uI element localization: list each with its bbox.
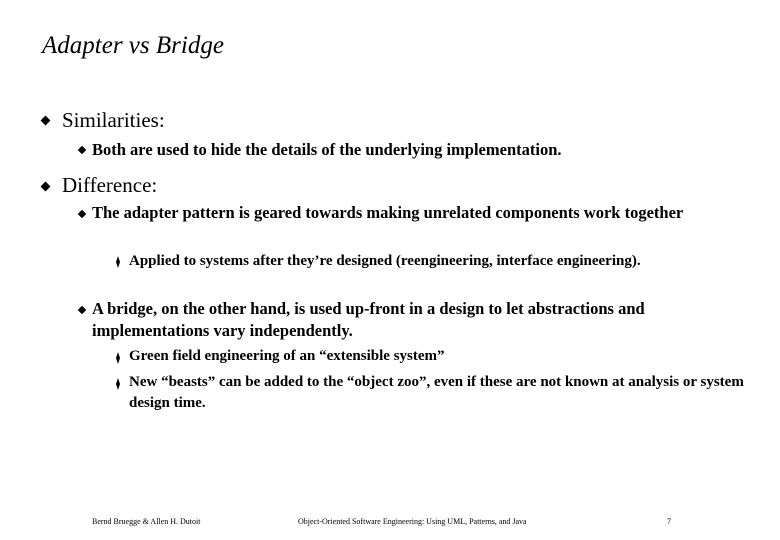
diamond-bullet-icon	[41, 116, 51, 126]
footer-authors: Bernd Bruegge & Allen H. Dutoit	[92, 517, 201, 526]
footer-page-number: 7	[667, 517, 671, 526]
diamond-bullet-icon	[78, 306, 86, 314]
bridge-sub-item: Green field engineering of an “extensible system”	[129, 348, 445, 364]
bridge-sub-item: New “beasts” can be added to the “object zoo”, even if these are not known at analysis or system design time.	[129, 374, 744, 411]
bridge-item: A bridge, on the other hand, is used up-front in a design to let abstractions and implementations vary independently.	[92, 299, 645, 340]
arrow-bullet-icon	[116, 256, 120, 268]
similarities-heading: Similarities:	[62, 108, 165, 132]
difference-heading: Difference:	[62, 173, 158, 197]
diamond-bullet-icon	[41, 182, 51, 192]
adapter-sub-item: Applied to systems after they’re designed (reengineering, interface engineering).	[129, 253, 641, 269]
arrow-bullet-icon	[116, 378, 120, 390]
similarity-item: Both are used to hide the details of the underlying implementation.	[92, 140, 562, 159]
footer-book: Object-Oriented Software Engineering: Using UML, Patterns, and Java	[298, 517, 527, 526]
diamond-bullet-icon	[78, 210, 86, 218]
slide-title: Adapter vs Bridge	[42, 32, 224, 59]
arrow-bullet-icon	[116, 352, 120, 364]
adapter-item: The adapter pattern is geared towards making unrelated components work together	[92, 203, 684, 222]
diamond-bullet-icon	[78, 146, 86, 154]
